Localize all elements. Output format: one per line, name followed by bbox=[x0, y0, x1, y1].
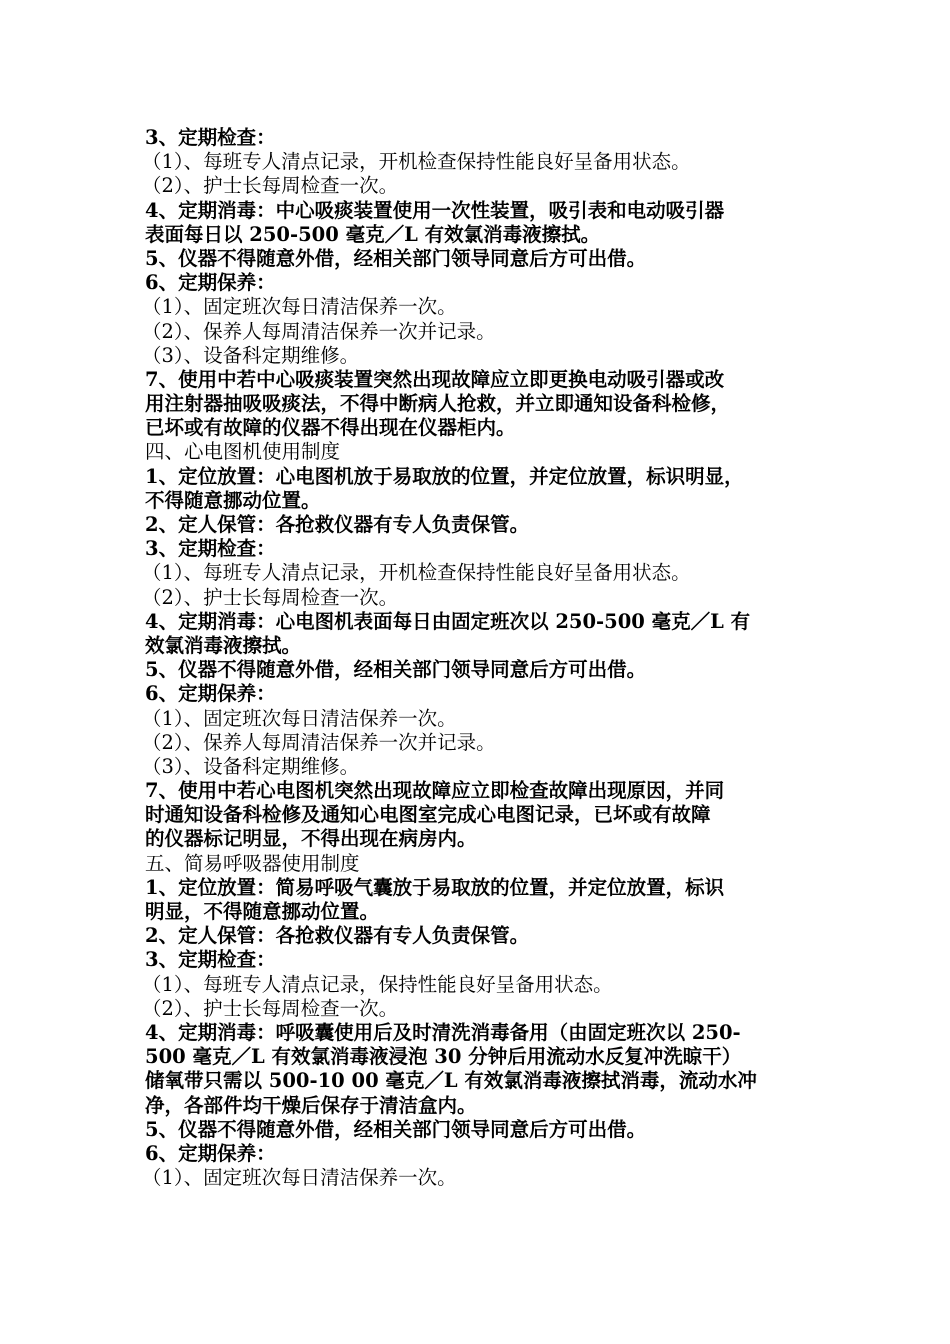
document-line: 6、定期保养： bbox=[145, 1141, 276, 1165]
document-line: 4、定期消毒：心电图机表面每日由固定班次以 250-500 毫克／L 有 bbox=[145, 609, 751, 633]
document-line: （2）、护士长每周检查一次。 bbox=[142, 996, 399, 1020]
document-line: 储氧带只需以 500-10 00 毫克／L 有效氯消毒液擦拭消毒，流动水冲 bbox=[145, 1069, 757, 1093]
document-line: （2）、护士长每周检查一次。 bbox=[142, 585, 399, 609]
document-line: 1、定位放置：简易呼吸气囊放于易取放的位置，并定位放置，标识 bbox=[145, 875, 725, 899]
document-line: 6、定期保养： bbox=[145, 682, 276, 706]
document-line: （3）、设备科定期维修。 bbox=[142, 754, 360, 778]
document-line: 1、定位放置：心电图机放于易取放的位置，并定位放置，标识明显， bbox=[145, 464, 744, 488]
document-line: 3、定期检查： bbox=[145, 537, 276, 561]
document-line: （1）、每班专人清点记录，开机检查保持性能良好呈备用状态。 bbox=[142, 150, 691, 174]
document-line: 明显，不得随意挪动位置。 bbox=[145, 900, 380, 923]
document-line: 7、使用中若心电图机突然出现故障应立即检查故障出现原因，并同 bbox=[145, 779, 725, 803]
document-line: 五、简易呼吸器使用制度 bbox=[145, 851, 360, 875]
document-line: （1）、固定班次每日清洁保养一次。 bbox=[142, 706, 457, 730]
document-line: 6、定期保养： bbox=[145, 271, 276, 295]
document-line: 2、定人保管：各抢救仪器有专人负责保管。 bbox=[145, 924, 530, 948]
document-line: 不得随意挪动位置。 bbox=[145, 488, 321, 512]
document-line: 3、定期检查： bbox=[145, 126, 276, 149]
document-line: （2）、保养人每周清洁保养一次并记录。 bbox=[142, 730, 496, 754]
document-line: （1）、固定班次每日清洁保养一次。 bbox=[142, 1166, 457, 1190]
document-line: 3、定期检查： bbox=[145, 948, 276, 972]
document-line: 500 毫克／L 有效氯消毒液浸泡 30 分钟后用流动水反复冲洗晾干） bbox=[145, 1045, 742, 1069]
document-line: 4、定期消毒：中心吸痰装置使用一次性装置，吸引表和电动吸引器 bbox=[145, 198, 725, 222]
document-line: 净，各部件均干燥后保存于清洁盒内。 bbox=[145, 1093, 477, 1117]
document-line: 已坏或有故障的仪器不得出现在仪器柜内。 bbox=[145, 416, 516, 440]
document-line: （2）、护士长每周检查一次。 bbox=[142, 174, 399, 198]
document-line: 用注射器抽吸吸痰法，不得中断病人抢救，并立即通知设备科检修， bbox=[145, 392, 731, 416]
document-line: （2）、保养人每周清洁保养一次并记录。 bbox=[142, 319, 496, 343]
document-line: 5、仪器不得随意外借，经相关部门领导同意后方可出借。 bbox=[145, 246, 647, 270]
document-line: （3）、设备科定期维修。 bbox=[142, 343, 360, 367]
document-line: 四、心电图机使用制度 bbox=[145, 440, 341, 464]
document-line: 效氯消毒液擦拭。 bbox=[145, 633, 302, 657]
document-line: 5、仪器不得随意外借，经相关部门领导同意后方可出借。 bbox=[145, 658, 647, 682]
document-line: （1）、每班专人清点记录，保持性能良好呈备用状态。 bbox=[142, 972, 613, 996]
document-line: 7、使用中若中心吸痰装置突然出现故障应立即更换电动吸引器或改 bbox=[145, 367, 725, 391]
document-line: 5、仪器不得随意外借，经相关部门领导同意后方可出借。 bbox=[145, 1117, 647, 1141]
document-line: 表面每日以 250-500 毫克／L 有效氯消毒液擦拭。 bbox=[145, 222, 601, 246]
document-line: （1）、固定班次每日清洁保养一次。 bbox=[142, 295, 457, 319]
document-line: 的仪器标记明显，不得出现在病房内。 bbox=[145, 827, 477, 851]
document-line: 4、定期消毒：呼吸囊使用后及时清洗消毒备用（由固定班次以 250- bbox=[145, 1020, 741, 1044]
document-line: （1）、每班专人清点记录，开机检查保持性能良好呈备用状态。 bbox=[142, 561, 691, 585]
document-body bbox=[142, 126, 835, 1190]
document-line: 2、定人保管：各抢救仪器有专人负责保管。 bbox=[145, 513, 530, 536]
document-line: 时通知设备科检修及通知心电图室完成心电图记录，已坏或有故障 bbox=[145, 803, 711, 827]
